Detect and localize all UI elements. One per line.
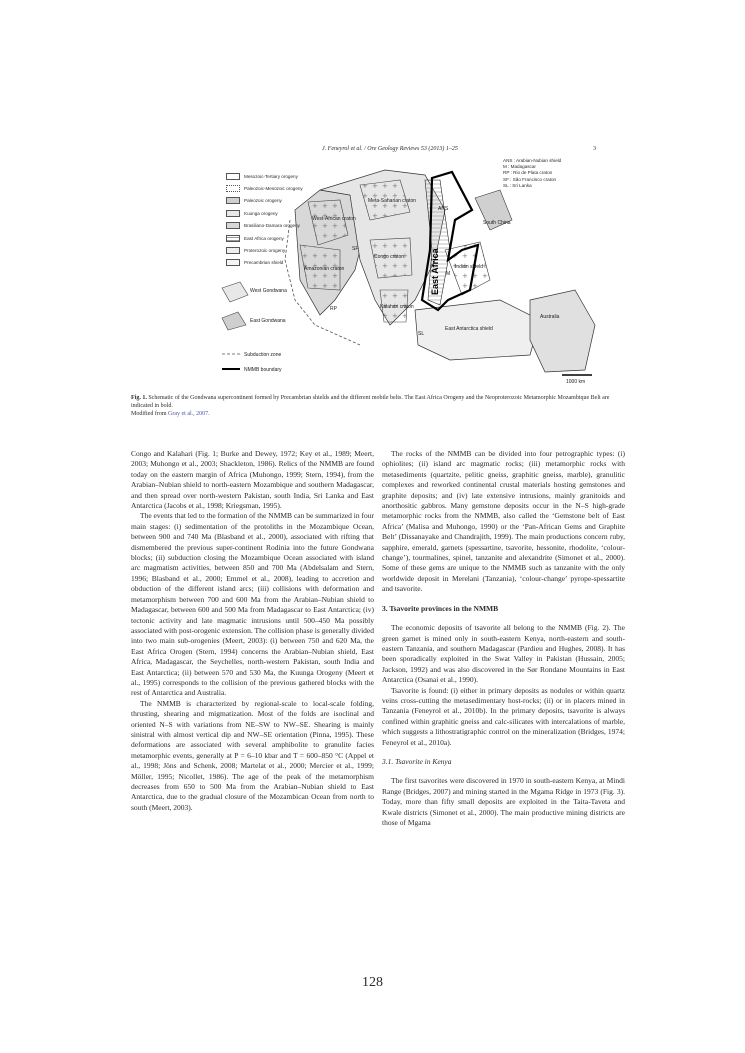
label-subduction-zone: Subduction zone: [244, 352, 282, 358]
legend-item: Kuunga orogeny: [226, 207, 314, 219]
caption-lead: Fig. 1.: [131, 395, 147, 401]
legend-item: Paleozoic-Mesozoic orogeny: [226, 182, 314, 194]
paragraph: Tsavorite is found: (i) either in primary deposits as nodules or within quartz veins cross-cutting the metasedimentary host-rocks; (ii) or in placers mined in Tanzania (Feneyrol et al., 2010b). In the primary deposits, tsavorite is always confined within graphitic gneiss and calc-silicates with intercalations of marble, which suggests a lithostratigraphic control on the mineralization (Bridges, 1974; Feneyrol et al., 2010a).: [382, 685, 625, 747]
label-ans: ANS: [438, 206, 449, 212]
caption-modified: Modified from: [131, 411, 168, 417]
label-australia: Australia: [540, 314, 560, 320]
figure-legend: [226, 170, 314, 269]
paragraph: The events that led to the formation of the NMMB can be summarized in four main stages: (i) sedimentation of the protoliths in the Mozambique Ocean, between 900 and 740 Ma (Blasband et al., 2000), associated with rifting that dismembered the previous super-continent Rodinia into the future Gondwana blocks; (ii) subduction closing the Mozambique Ocean associated with island arc magmatism activities, between 850 and 700 Ma (Abdelsalam and Stern, 1996; Blasband et al., 2000; Emmel et al., 2008), leading to accretion and obduction of the different island arcs; (iii) collisions with deformation and metamorphism between 700 and 600 Ma from the Arabian–Nubian shield to Madagascar, between 600 and 500 Ma from Madagascar to East Antarctica; (iv) tectonic activity and late magmatic intrusions until 500–450 Ma possibly associated with post-orogenic extension. The collision phase is generally divided into two main sub-orogenies (Meert, 2003): (i) between 750 and 620 Ma, the East Africa Orogen (Stern, 1994) concerns the Arabian–Nubian shield, East Africa, Madagascar, the Seychelles, north-western Pakistan, south India and East Antarctica; (ii) between 570 and 530 Ma, the Kuunga Orogeny (Meert et al., 1995) corresponds to the collision of the previous gathered blocks with the rest of Antarctica and Australia.: [131, 511, 374, 698]
label-congo-craton: Congo craton: [374, 254, 405, 260]
page-number: 128: [362, 975, 383, 990]
abbreviation-item: RP : Rio de Plata craton: [503, 170, 553, 176]
label-sf: SF: [352, 246, 359, 252]
abbreviation-item: ANS : Arabian-Nubian shield: [503, 158, 562, 163]
legend-item: Proterozoic orogeny: [226, 244, 314, 256]
label-nmmb-boundary: NMMB boundary: [244, 367, 282, 373]
label-west-african-craton: West-African craton: [312, 216, 356, 222]
label-rp: RP: [330, 306, 337, 312]
figure-abbreviations: [503, 158, 561, 189]
legend-item: East Africa orogeny: [226, 232, 314, 244]
subsection-heading: 3.1. Tsavorite in Kenya: [382, 756, 452, 766]
section-heading: 3. Tsavorite provinces in the NMMB: [382, 603, 499, 613]
caption-text: Schematic of the Gondwana supercontinent formed by Precambrian shields and the different mobile belts. The East Africa Orogeny and the Neoproterozoic Metamorphic Mozambique Belt are indicated in bold.: [131, 395, 610, 409]
label-amazonian-craton: Amazonian craton: [304, 266, 345, 272]
running-header: J. Feneyrol et al. / Ore Geology Reviews 53 (2013) 1–25: [322, 146, 458, 152]
label-west-gondwana: West Gondwana: [250, 288, 287, 294]
left-column: [131, 449, 374, 813]
paragraph: The NMMB is characterized by regional-scale to local-scale folding, thrusting, shearing and migmatization. Most of the folds are isoclinal and oriented N–S with variations from NE–SW to NW–SE. Shearing is mainly sinistral with almost vertical dip and NW–SE orientation (Pinna, 1995). These deformations are associated with several amphibolite to granulite facies metamorphic events, generally at P = 6–10 kbar and T = 600–850 °C (Appel et al., 1998; Jöns and Schenk, 2008; Martelat et al., 2000; Mercier et al., 1999; Möller, 1995; Nicollet, 1986). The age of the peak of the metamorphism decreases from 650 to 500 Ma from the Arabian–Nubian shield to East Antarctica, due to the gradual closure of the Mozambican Ocean from north to south (Meert, 2003).: [131, 698, 374, 812]
map-australia: [530, 290, 595, 372]
paragraph: The economic deposits of tsavorite all belong to the NMMB (Fig. 2). The green garnet is mined only in south-eastern Kenya, north-eastern and south-eastern Tanzania, and southern Madagascar (Pardieu and Hughes, 2008). It has been sporadically exploited in the Swat Valley in Pakistan (Hussain, 2005; Jackson, 1992) and was also discovered in the Sør Rondane Mountains in East Antarctica (Osanai et al., 1990).: [382, 623, 625, 685]
caption-reference-link[interactable]: Gray et al., 2007.: [168, 411, 210, 417]
legend-item: Precambrian shield: [226, 257, 314, 269]
legend-item: Paleozoic orogeny: [226, 195, 314, 207]
journal-page-number: 3: [593, 146, 596, 152]
label-scale: 1000 km: [566, 379, 586, 385]
abbreviation-item: M : Madagascar: [503, 164, 536, 170]
label-south-china: South China: [483, 220, 511, 226]
label-indian-shield: Indian shield: [455, 264, 484, 270]
abbreviation-item: SL : Sri Lanka: [503, 182, 532, 188]
label-meta-saharan-craton: Meta-Saharian craton: [368, 198, 417, 204]
right-column: [382, 449, 625, 828]
paragraph: The rocks of the NMMB can be divided into four petrographic types: (i) ophiolites; (ii) island arc magmatic rocks; (iii) metamorphic rocks with metasediments (quartzite, pelitic gneiss, graphitic gneiss, marble), granulitic complexes and reworked continental crustal materials hosting gemstones and graphite deposits; and (iv) late extensive intrusions, mainly granitoids and anorthositic gabbros. Many gemstone deposits occur in the N–S high-grade metamorphic rocks from the NMMB, also called the ‘Gemstone belt of East Africa’ (Malisa and Muhongo, 1990) or the ‘Pan-African Gems and Graphite Belt’ (Dissanayake and Chandrajith, 1999). The main productions concern ruby, sapphire, emerald, garnets (spessartine, tsavorite, hessonite, rhodolite, ‘colour-change’), tourmalines, spinel, tanzanite and alexandrite (Simonet et al., 2000). Some of these gems are unique to the NMMB such as tanzanite with the only worldwide deposit in Merelani (Tanzania), ‘colour-change’ pyrope-spessartite and tsavorite.: [382, 449, 625, 594]
label-sl: SL: [418, 331, 425, 337]
paragraph: Congo and Kalahari (Fig. 1; Burke and Dewey, 1972; Key et al., 1989; Meert, 2003; Muhongo et al., 2003; Shackleton, 1986). Relics of the NMMB are found today on the eastern margin of Africa (Muhongo, 1999; Stern, 1994), from the Arabian–Nubian shield to north-eastern Mozambique and southern Madagascar, and then spread over north-western Pakistan, south India, Sri Lanka and East Antarctica (Jacobs et al., 1998; Kriegsman, 1995).: [131, 449, 374, 511]
legend-item: Mesozoic-Tertiary orogeny: [226, 170, 314, 182]
paragraph: The first tsavorites were discovered in 1970 in south-eastern Kenya, at Mindi Range (Bridges, 2007) and mining started in the Mgama Ridge in 1973 (Fig. 3). Today, more than fifty small deposits are exploited in the Taita-Taveta and Kwale districts (Simonet et al., 2000). The main productive mining districts are those of Mgama: [382, 776, 625, 827]
label-kalahari-craton: Kalahari craton: [380, 304, 414, 310]
legend-item: Brasiliano-Damara orogeny: [226, 220, 314, 232]
label-east-gondwana: East Gondwana: [250, 318, 286, 324]
abbreviation-item: SF : São Francisco craton: [503, 176, 557, 182]
label-m: M: [446, 271, 451, 277]
label-east-antarctica-shield: East Antarctica shield: [445, 326, 493, 332]
west-gondwana-inset: [222, 282, 248, 302]
label-east-africa: East Africa: [430, 248, 440, 295]
east-gondwana-inset: [222, 312, 246, 330]
figure-caption: [131, 394, 611, 418]
